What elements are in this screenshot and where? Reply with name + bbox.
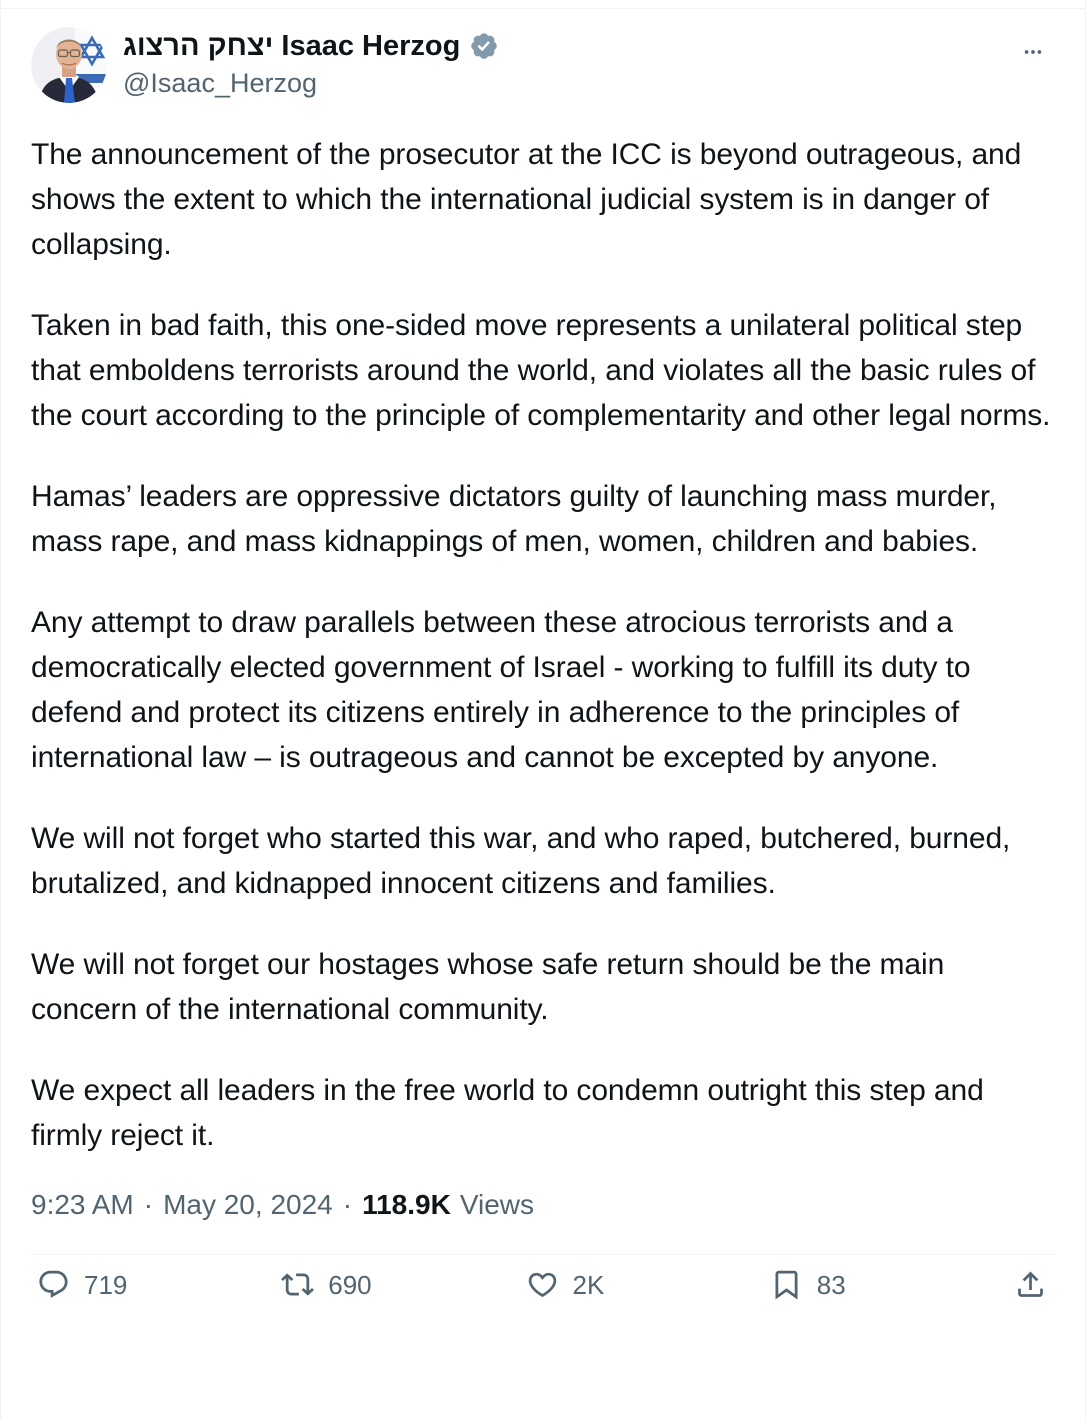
reply-icon (37, 1268, 70, 1301)
tweet-paragraph: Any attempt to draw parallels between these atrocious terrorists and a democratically elected government of Israel - working to fulfill its duty to defend and protect its citizens entirely in adherence to the principles of international law – is outrageous and cannot be excepted by anyone. (31, 606, 971, 774)
repost-icon (281, 1268, 314, 1301)
share-icon (1014, 1268, 1047, 1301)
bookmark-button[interactable] (770, 1268, 1014, 1301)
time-text: 9:23 AM (31, 1189, 134, 1220)
avatar[interactable] (31, 27, 107, 103)
dot-separator: · (342, 1189, 353, 1220)
views-label: Views (459, 1189, 534, 1220)
like-button[interactable] (526, 1268, 770, 1301)
tweet-paragraph: We expect all leaders in the free world to condemn outright this step and firmly reject it. (31, 1074, 984, 1152)
top-divider (1, 8, 1085, 9)
verified-badge-icon[interactable] (469, 31, 499, 61)
views-count: 118.9K (362, 1189, 451, 1220)
tweet (1, 0, 1085, 1315)
bookmark-icon (770, 1268, 803, 1301)
author-display-name[interactable]: יצחק הרצוג Isaac Herzog (123, 30, 461, 62)
tweet-paragraph: Taken in bad faith, this one-sided move represents a unilateral political step that emboldens terrorists around the world, and violates all the basic rules of the court according to the principle of complementarity and other legal norms. (31, 309, 1051, 432)
more-icon (1013, 41, 1053, 63)
tweet-paragraph: We will not forget our hostages whose safe return should be the main concern of the international community. (31, 948, 945, 1026)
tweet-header (31, 27, 1055, 103)
timestamp-row (31, 1189, 1055, 1221)
tweet-paragraph: The announcement of the prosecutor at the ICC is beyond outrageous, and shows the extent to which the international judicial system is in danger of collapsing. (31, 138, 1022, 261)
share-button[interactable] (1014, 1268, 1047, 1301)
heart-icon (526, 1268, 559, 1301)
repost-button[interactable] (281, 1268, 525, 1301)
views-group (362, 1189, 534, 1221)
bookmark-count: 83 (816, 1269, 846, 1300)
date-text: May 20, 2024 (163, 1189, 333, 1220)
tweet-paragraph: Hamas’ leaders are oppressive dictators guilty of launching mass murder, mass rape, and mass kidnappings of men, women, children and babies. (31, 480, 997, 558)
like-count: 2K (572, 1269, 605, 1300)
tweet-paragraph: We will not forget who started this war, and who raped, butchered, burned, brutalized, and kidnapped innocent citizens and families. (31, 822, 1011, 900)
dot-separator: · (143, 1189, 154, 1220)
tweet-text (31, 132, 1055, 1158)
action-bar (31, 1255, 1055, 1315)
more-button[interactable] (1011, 29, 1055, 78)
author-handle[interactable]: @Isaac_Herzog (123, 68, 317, 99)
reply-count: 719 (84, 1269, 128, 1300)
author-block (123, 27, 1011, 99)
repost-count: 690 (328, 1269, 372, 1300)
reply-button[interactable] (37, 1268, 281, 1301)
